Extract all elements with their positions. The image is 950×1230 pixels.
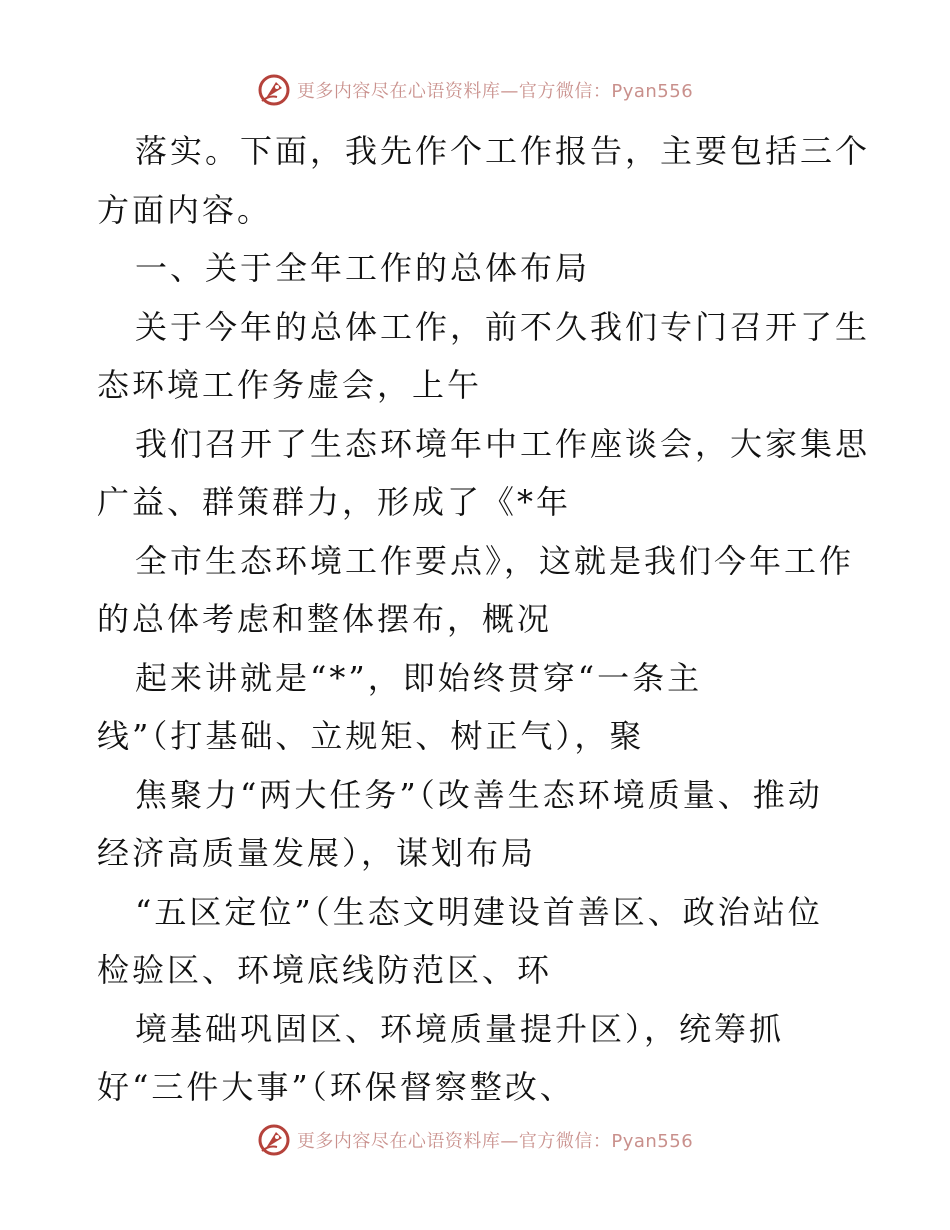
section-heading: 一、关于全年工作的总体布局: [135, 249, 591, 287]
watermark-text: 更多内容尽在心语资料库—官方微信：Pyan556: [296, 1131, 694, 1152]
text-line: 起来讲就是“*”，即始终贯穿“一条主: [135, 658, 703, 697]
text-line: 关于今年的总体工作，前不久我们专门召开了生: [135, 307, 871, 346]
watermark-footer: [0, 1120, 950, 1160]
watermark-text: 更多内容尽在心语资料库—官方微信：Pyan556: [296, 81, 694, 102]
text-line: 境基础巩固区、环境质量提升区），统筹抓: [135, 1009, 785, 1048]
text-line: 我们召开了生态环境年中工作座谈会，大家集思: [135, 424, 871, 463]
text-line: 落实。下面，我先作个工作报告，主要包括三个: [135, 132, 871, 170]
text-line: “五区定位”（生态文明建设首善区、政治站位: [135, 892, 823, 931]
text-line: 好“三件大事”（环保督察整改、: [97, 1068, 575, 1106]
text-line: 方面内容。: [97, 190, 273, 229]
document-body: [97, 122, 871, 1117]
text-line: 全市生态环境工作要点》，这就是我们今年工作: [135, 541, 855, 580]
pen-nib-logo-icon: [257, 1123, 291, 1157]
text-line: 广益、群策群力，形成了《*年: [97, 483, 572, 521]
watermark-header: [0, 70, 950, 110]
text-line: 的总体考虑和整体摆布，概况: [97, 600, 553, 638]
text-line: 检验区、环境底线防范区、环: [97, 951, 553, 989]
text-line: 态环境工作务虚会，上午: [97, 366, 483, 404]
text-line: 经济高质量发展），谋划布局: [97, 834, 537, 872]
pen-nib-logo-icon: [257, 73, 291, 107]
text-line: 焦聚力“两大任务”（改善生态环境质量、推动: [135, 775, 823, 814]
text-line: 线”（打基础、立规矩、树正气），聚: [97, 717, 645, 755]
